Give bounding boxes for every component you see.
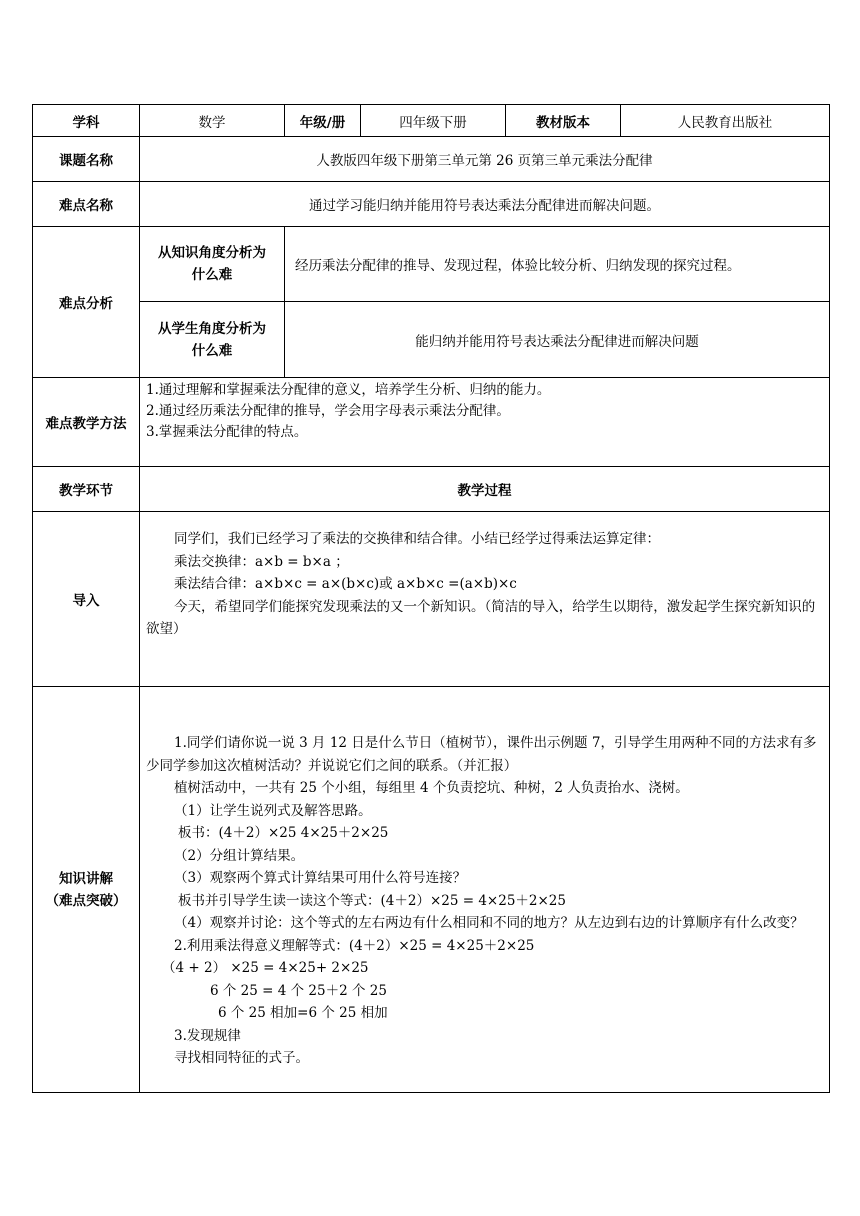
- student-angle-label-line1: 从学生角度分析为: [158, 320, 266, 337]
- methods-list: [140, 378, 830, 467]
- intro-line: 乘法结合律：a×b×c = a×(b×c)或 a×b×c =(a×b)×c: [174, 576, 517, 592]
- grade-label: 年级/册: [285, 105, 361, 137]
- knowledge-angle-label-line2: 什么难: [191, 267, 233, 283]
- lesson-plan-table: [32, 104, 830, 1093]
- topic-row: [33, 137, 830, 182]
- analysis-student-row: [33, 302, 830, 378]
- knowledge-paragraph: 2.利用乘法得意义理解等式：(4＋2）×25 = 4×25＋2×25: [174, 937, 535, 954]
- intro-line: 今天，希望同学们能探究发现乘法的又一个新知识。（简洁的导入，给学生以期待，激发起学生探究新知识的欲望）: [146, 598, 816, 637]
- intro-line: 同学们，我们已经学习了乘法的交换律和结合律。小结已经学过得乘法运算定律：: [174, 531, 660, 547]
- knowledge-label-line1: 知识讲解: [59, 870, 113, 887]
- intro-line: 乘法交换律：a×b = b×a ；: [174, 553, 349, 570]
- intro-row: [33, 512, 830, 687]
- intro-content: [140, 512, 830, 687]
- knowledge-angle-label-line1: 从知识角度分析为: [158, 245, 266, 261]
- section-header-row: [33, 467, 830, 512]
- knowledge-paragraph: 寻找相同特征的式子。: [174, 1050, 309, 1066]
- analysis-knowledge-row: [33, 227, 830, 302]
- knowledge-row: [33, 687, 830, 1093]
- knowledge-paragraph: 6 个 25 相加=6 个 25 相加: [218, 1005, 388, 1021]
- knowledge-paragraph: 植树活动中，一共有 25 个小组，每组里 4 个负责挖坑、种树，2 人负责抬水、浇树。: [174, 780, 689, 796]
- methods-item: 3.掌握乘法分配律的特点。: [146, 424, 308, 440]
- knowledge-paragraph: 1.同学们请你说一说 3 月 12 日是什么节日（植树节），课件出示例题 7，引导学生用两种不同的方法求有多少同学参加这次植树活动？并说说它们之间的联系。（并汇报）: [146, 735, 817, 774]
- topic-label: 课题名称: [33, 137, 140, 182]
- knowledge-angle-label: [140, 227, 285, 302]
- textbook-label: 教材版本: [506, 105, 621, 137]
- knowledge-paragraph: 板书并引导学生读一读这个等式：(4＋2）×25 = 4×25＋2×25: [178, 892, 566, 909]
- difficulty-value: 通过学习能归纳并能用符号表达乘法分配律进而解决问题。: [140, 182, 830, 227]
- student-angle-label: [140, 302, 285, 378]
- section-label: 教学环节: [33, 467, 140, 512]
- intro-label: 导入: [33, 512, 140, 687]
- subject-label: 学科: [33, 105, 140, 137]
- methods-label: 难点教学方法: [33, 378, 140, 467]
- methods-item: 1.通过理解和掌握乘法分配律的意义，培养学生分析、归纳的能力。: [146, 382, 551, 398]
- student-angle-value: 能归纳并能用符号表达乘法分配律进而解决问题: [285, 302, 830, 378]
- subject-value: 数学: [140, 105, 285, 137]
- difficulty-label: 难点名称: [33, 182, 140, 227]
- knowledge-paragraph: 3.发现规律: [174, 1027, 241, 1044]
- analysis-label: 难点分析: [33, 227, 140, 378]
- knowledge-paragraph: 6 个 25 = 4 个 25＋2 个 25: [210, 982, 387, 999]
- difficulty-row: [33, 182, 830, 227]
- student-angle-label-line2: 什么难: [191, 342, 233, 359]
- header-row: [33, 105, 830, 137]
- grade-value: 四年级下册: [361, 105, 506, 137]
- knowledge-paragraph: 板书：(4＋2）×25 4×25＋2×25: [178, 825, 389, 841]
- section-value: 教学过程: [140, 467, 830, 512]
- methods-item: 2.通过经历乘法分配律的推导，学会用字母表示乘法分配律。: [146, 403, 510, 419]
- knowledge-paragraph: （1）让学生说列式及解答思路。: [174, 802, 372, 819]
- methods-row: [33, 378, 830, 467]
- topic-value: 人教版四年级下册第三单元第 26 页第三单元乘法分配律: [140, 137, 830, 182]
- knowledge-angle-value: 经历乘法分配律的推导、发现过程，体验比较分析、归纳发现的探究过程。: [285, 227, 830, 302]
- knowledge-paragraph: （2）分组计算结果。: [174, 847, 305, 864]
- knowledge-content: [140, 687, 830, 1093]
- knowledge-label-line2: （难点突破）: [45, 892, 127, 909]
- knowledge-paragraph: （4 + 2） ×25 = 4×25+ 2×25: [162, 960, 369, 976]
- knowledge-label: [33, 687, 140, 1093]
- knowledge-paragraph: （4）观察并讨论：这个等式的左右两边有什么相同和不同的地方？从左边到右边的计算顺序有什么改变？: [174, 915, 804, 931]
- knowledge-paragraph: （3）观察两个算式计算结果可用什么符号连接？: [174, 870, 467, 886]
- textbook-value: 人民教育出版社: [621, 105, 830, 137]
